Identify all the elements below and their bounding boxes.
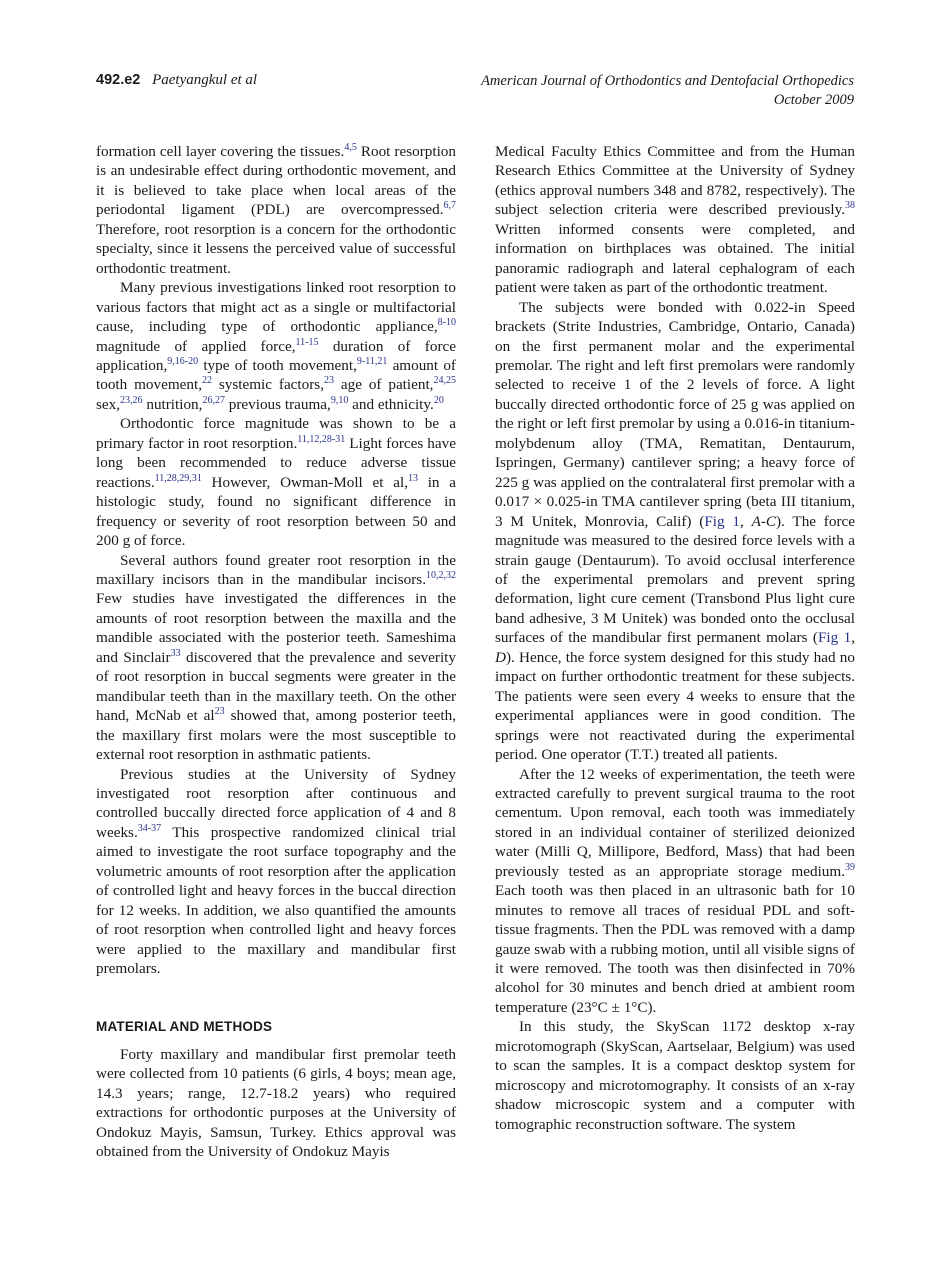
section-heading-methods: MATERIAL AND METHODS (96, 1019, 273, 1035)
citation-superscript[interactable]: 23,26 (120, 394, 143, 406)
text-run: This prospective randomized clinical trial aimed to investigate the root surface topography and the volumetric amounts of root resorption after the application of controlled light and heavy forces in the buccal direction for 12 weeks. In addition, we also quantified the amounts of root resorption when controlled light and heavy forces were applied to the maxillary and mandibular first premolars. (96, 823, 456, 978)
intro-paragraphs (96, 142, 456, 978)
citation-superscript[interactable]: 22 (202, 375, 212, 387)
citation-superscript[interactable]: 26,27 (202, 394, 225, 406)
citation-superscript[interactable]: 9,10 (330, 394, 349, 406)
text-run: , (851, 629, 855, 647)
figure-link[interactable]: Fig 1 (817, 629, 852, 647)
text-run: ). Hence, the force system designed for this study had no impact on further orthodontic treatment for these subjects. The patients were seen every 4 weeks to ensure that the experimental appliances were in good condition. The springs were not reactivated during the experimental period. One operator (T.T.) treated all patients. (495, 648, 855, 764)
citation-superscript[interactable]: 8-10 (437, 317, 456, 329)
text-run: systemic factors, (212, 376, 325, 394)
text-run: amount of tooth movement, (96, 356, 456, 394)
issue-date: October 2009 (773, 92, 854, 108)
text-run: Medical Faculty Ethics Committee and from the Human Research Ethics Committee at the University of Sydney (ethics approval numbers 348 and 8782, respectively). The subject selection criteria were described previously. (495, 143, 855, 219)
right-column (495, 142, 855, 1134)
text-run: Therefore, root resorption is a concern for the orthodontic specialty, since it lessens the perceived value of successful orthodontic treatment. (96, 220, 456, 277)
paragraph (96, 142, 456, 278)
text-run: nutrition, (142, 395, 203, 413)
text-run: Light forces have long been recommended to reduce adverse tissue reactions. (96, 434, 456, 491)
running-header-left (96, 72, 257, 89)
paragraph (96, 1045, 456, 1162)
methods-continued-paragraphs (495, 142, 855, 1134)
text-run: Orthodontic force magnitude was shown to be a primary factor in root resorption. (96, 415, 456, 452)
journal-title: American Journal of Orthodontics and Dentofacial Orthopedics (481, 73, 854, 89)
text-run: sex, (96, 395, 121, 413)
citation-superscript[interactable]: 23 (324, 375, 335, 387)
citation-superscript[interactable]: 11,12,28-31 (297, 433, 346, 445)
text-run: Written informed consents were completed, and information on birthplaces was obtained. The initial panoramic radiograph and lateral cephalogram of each patient were taken as part of the orthodontic treatment. (495, 220, 855, 297)
text-run: Few studies have investigated the differences in the amounts of root resorption between the maxilla and the mandible associated with the posterior teeth. Sameshima and Sinclair (96, 590, 456, 666)
left-column (96, 142, 456, 1162)
text-run: ). The force magnitude was measured to the desired force levels with a strain gauge (Dentaurum). To avoid occlusal interference of the experimental premolars and prevent spring deformation, light cure cement (Transbond Plus light cure band adhesive, 3 M Unitek) was bonded onto the occlusal surfaces of the mandibular first permanent molars ( (495, 512, 855, 647)
text-run: magnitude of applied force, (96, 337, 296, 355)
paragraph (96, 765, 456, 979)
paragraph (495, 142, 855, 298)
paragraph (96, 414, 456, 550)
figure-panel-label: A-C (751, 512, 777, 530)
text-run: showed that, among posterior teeth, the maxillary first molars were the most susceptible to external root resorption in asthmatic patients. (96, 707, 456, 764)
citation-superscript[interactable]: 9-11,21 (356, 355, 388, 367)
figure-panel-label: D (495, 648, 506, 666)
paragraph (96, 551, 456, 765)
text-run: After the 12 weeks of experimentation, the teeth were extracted carefully to prevent surgical trauma to the root cementum. Upon removal, each tooth was immediately stored in an individual container of sterilized deionized water (Milli Q, Millipore, Bedford, Mass) that had been previously tested as an appropriate storage medium. (495, 765, 855, 880)
text-run: discovered that the prevalence and severity of root resorption in buccal segments were greater in the mandibular teeth than in the maxillary teeth. On the other hand, McNab et al (96, 648, 456, 725)
methods-paragraphs (96, 1045, 456, 1162)
citation-superscript[interactable]: 33 (170, 647, 181, 659)
citation-superscript[interactable]: 6,7 (443, 200, 456, 212)
text-run: , (739, 512, 752, 530)
text-run: previous trauma, (224, 395, 331, 413)
paragraph (495, 298, 855, 765)
paragraph (96, 278, 456, 414)
citation-superscript[interactable]: 39 (845, 861, 855, 873)
text-run: Forty maxillary and mandibular first premolar teeth were collected from 10 patients (6 girls, 4 boys; mean age, 14.3 years; range, 12.7-18.2 years) who required extractions for orthodontic purposes at the University of Ondokuz Mayis, Samsun, Turkey. Ethics approval was obtained from the University of Ondokuz Mayis (96, 1045, 456, 1161)
text-run: Root resorption is an undesirable effect during orthodontic movement, and it is believed to take place when local areas of the periodontal ligament (PDL) are overcompressed. (96, 143, 456, 219)
running-authors: Paetyangkul et al (152, 72, 258, 88)
running-header-right (481, 72, 854, 110)
citation-superscript[interactable]: 23 (214, 706, 225, 718)
text-run: Several authors found greater root resorption in the maxillary incisors than in the mandibular incisors. (96, 551, 456, 588)
citation-superscript[interactable]: 20 (433, 394, 444, 406)
citation-superscript[interactable]: 11,28,29,31 (154, 472, 202, 484)
citation-superscript[interactable]: 11-15 (295, 336, 319, 348)
citation-superscript[interactable]: 24,25 (433, 375, 456, 387)
text-run: duration of force application, (96, 337, 456, 374)
text-run: in a histologic study, found no significant difference in frequency or severity of root resorption between 50 and 200 g of force. (96, 473, 456, 550)
page-number: 492.e2 (96, 72, 141, 88)
text-run: Each tooth was then placed in an ultrasonic bath for 10 minutes to remove all traces of residual PDL and soft-tissue fragments. Then the PDL was removed with a damp gauze swab with a rubbing motion, until all visible signs of it were removed. The tooth was then disinfected in 70% alcohol for 30 minutes and bench dried at ambient room temperature (23°C ± 1°C). (495, 882, 855, 1016)
text-run: The subjects were bonded with 0.022-in Speed brackets (Strite Industries, Cambridge, Ontario, Canada) on the first permanent molar and the experimental premolar. The right and left first premolars were randomly selected to receive 1 of the 2 levels of force. A light buccally directed orthodontic force of 25 g was applied on the right or left first premolar by using a 0.016-in titanium-molybdenum alloy (TMA, Rematitan, Dentaurum, Ispringen, Germany) cantilever spring; a heavy force of 225 g was applied on the contralateral first premolar with a 0.017 × 0.025-in TMA cantilever spring (beta III titanium, 3 M Unitek, Monrovia, Calif) ( (495, 298, 855, 530)
paragraph (495, 1017, 855, 1134)
citation-superscript[interactable]: 38 (845, 200, 855, 212)
citation-superscript[interactable]: 9,16-20 (167, 355, 199, 367)
text-run: formation cell layer covering the tissues. (96, 143, 345, 160)
citation-superscript[interactable]: 10,2,32 (426, 569, 456, 581)
citation-superscript[interactable]: 34-37 (137, 822, 162, 834)
paragraph (495, 765, 855, 1018)
text-run: Previous studies at the University of Sydney investigated root resorption after continuous and controlled buccally directed force application of 4 and 8 weeks. (96, 765, 456, 841)
citation-superscript[interactable]: 13 (407, 472, 418, 484)
text-run: and ethnicity. (348, 395, 434, 413)
text-run: Many previous investigations linked root resorption to various factors that might act as a single or multifactorial cause, including type of orthodontic appliance, (96, 279, 456, 336)
text-run: In this study, the SkyScan 1172 desktop x-ray microtomograph (SkyScan, Aartselaar, Belgium) was used to scan the samples. It is a compact desktop system for microscopy and microtomography. It consists of an x-ray shadow microscopic system and a computer with tomographic reconstruction software. The system (495, 1018, 855, 1133)
figure-link[interactable]: Fig 1 (704, 512, 740, 530)
citation-superscript[interactable]: 4,5 (344, 142, 357, 153)
text-run: However, Owman-Moll et al, (201, 473, 408, 491)
text-run: age of patient, (334, 376, 434, 394)
text-run: type of tooth movement, (198, 356, 357, 374)
